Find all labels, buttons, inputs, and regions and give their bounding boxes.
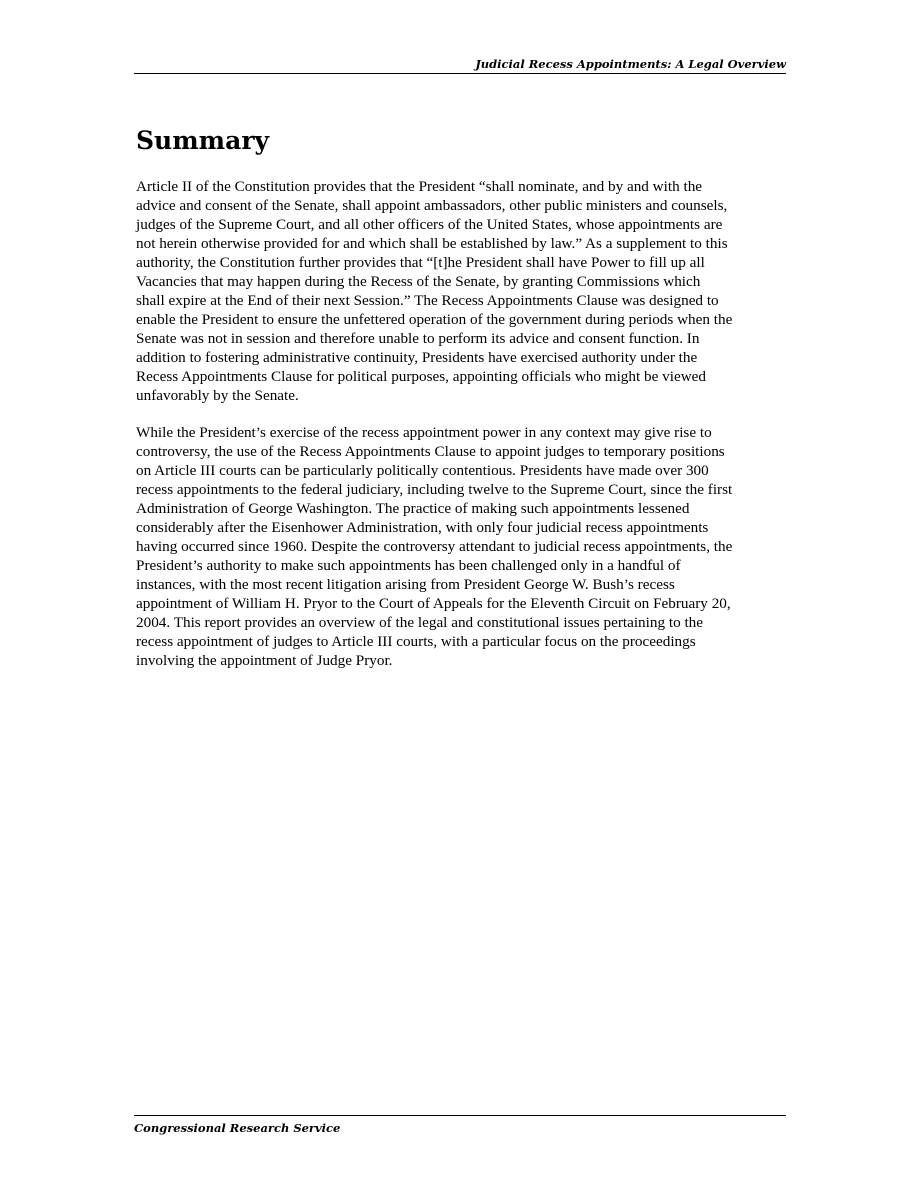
text-line: recess appointment of judges to Article III courts, with a particular focus on the proceedings [136, 633, 696, 650]
running-footer: Congressional Research Service [134, 1115, 786, 1136]
text-line: Administration of George Washington. The practice of making such appointments lessened [136, 500, 690, 517]
summary-paragraph-1 [136, 177, 788, 405]
text-line: advice and consent of the Senate, shall appoint ambassadors, other public ministers and counsels, [136, 197, 728, 214]
text-line: authority, the Constitution further provides that “[t]he President shall have Power to fill up all [136, 254, 705, 271]
summary-paragraph-2 [136, 423, 788, 670]
text-line: controversy, the use of the Recess Appointments Clause to appoint judges to temporary positions [136, 443, 725, 460]
summary-body [136, 177, 788, 688]
text-line: addition to fostering administrative continuity, Presidents have exercised authority under the [136, 349, 698, 366]
text-line: enable the President to ensure the unfettered operation of the government during periods when the [136, 311, 733, 328]
text-line: Vacancies that may happen during the Recess of the Senate, by granting Commissions which [136, 273, 701, 290]
text-line: judges of the Supreme Court, and all other officers of the United States, whose appointments are [136, 216, 723, 233]
text-line: President’s authority to make such appointments has been challenged only in a handful of [136, 557, 681, 574]
text-line: instances, with the most recent litigation arising from President George W. Bush’s recess [136, 576, 675, 593]
text-line: Recess Appointments Clause for political purposes, appointing officials who might be viewed [136, 368, 706, 385]
page-title: Summary [136, 126, 270, 155]
text-line: considerably after the Eisenhower Administration, with only four judicial recess appointments [136, 519, 709, 536]
text-line: Senate was not in session and therefore unable to perform its advice and consent function. In [136, 330, 700, 347]
text-line: having occurred since 1960. Despite the controversy attendant to judicial recess appointments, the [136, 538, 733, 555]
text-line: recess appointments to the federal judiciary, including twelve to the Supreme Court, since the first [136, 481, 733, 498]
running-header: Judicial Recess Appointments: A Legal Overview [134, 56, 786, 74]
text-line: shall expire at the End of their next Session.” The Recess Appointments Clause was designed to [136, 292, 719, 309]
text-line: on Article III courts can be particularly politically contentious. Presidents have made over 300 [136, 462, 709, 479]
text-line: appointment of William H. Pryor to the Court of Appeals for the Eleventh Circuit on February 20, [136, 595, 731, 612]
text-line: While the President’s exercise of the recess appointment power in any context may give rise to [136, 424, 712, 441]
text-line: 2004. This report provides an overview of the legal and constitutional issues pertaining to the [136, 614, 704, 631]
text-line: not herein otherwise provided for and which shall be established by law.” As a supplement to this [136, 235, 728, 252]
text-line: unfavorably by the Senate. [136, 387, 299, 404]
text-line: Article II of the Constitution provides that the President “shall nominate, and by and with the [136, 178, 703, 195]
text-line: involving the appointment of Judge Pryor. [136, 652, 393, 669]
